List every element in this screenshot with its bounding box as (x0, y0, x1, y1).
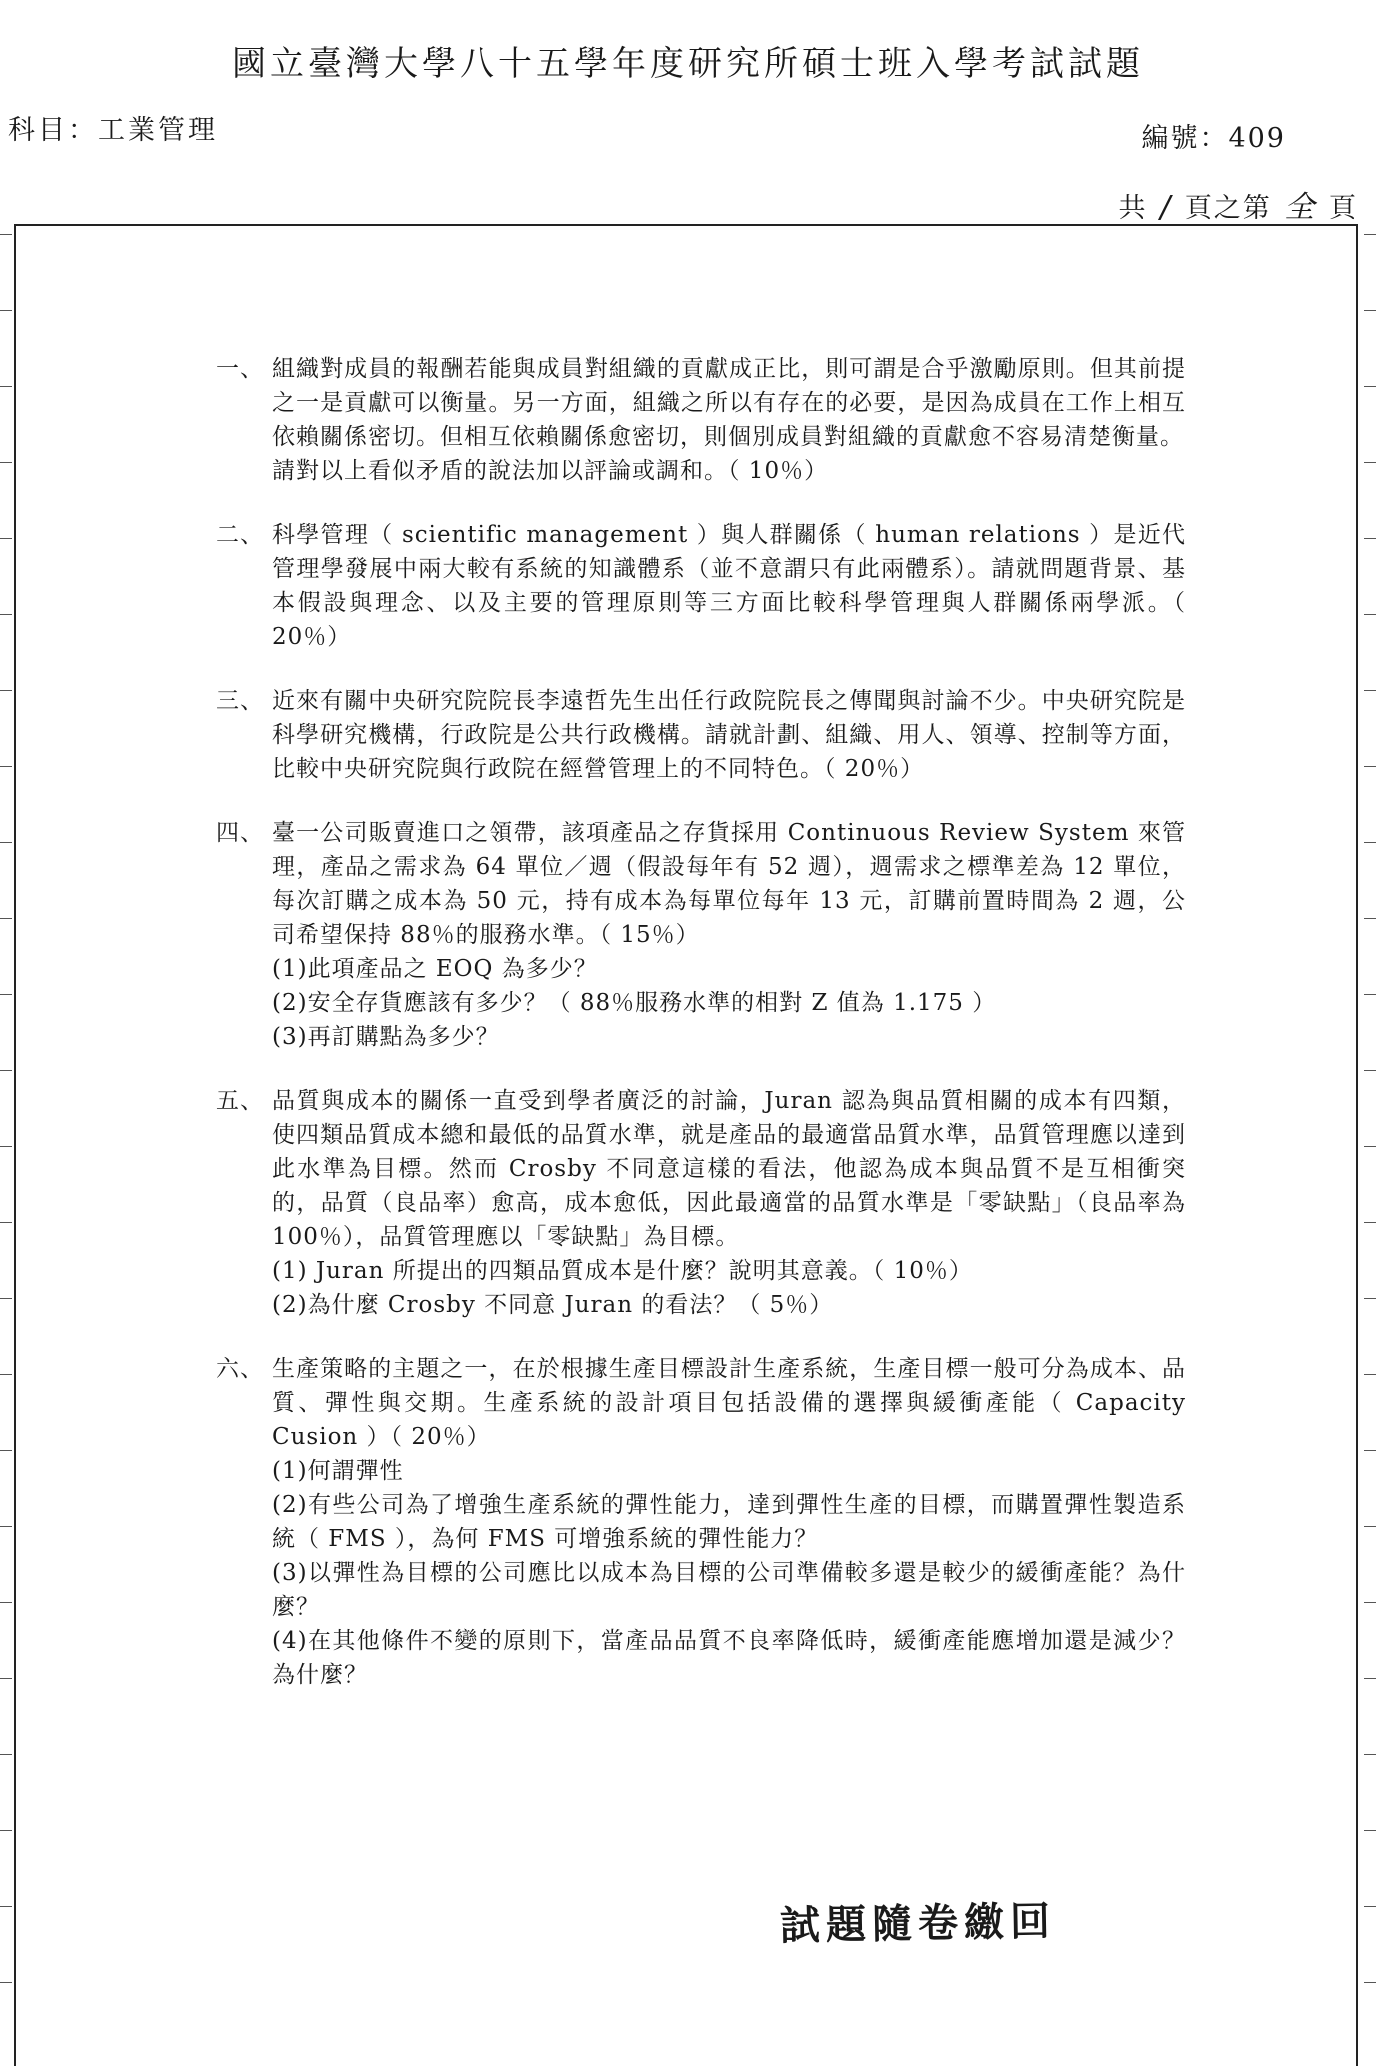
margin-tick (1364, 1754, 1376, 1755)
margin-tick (0, 1526, 12, 1527)
margin-tick (0, 1298, 12, 1299)
sub-question: (2)為什麼 Crosby 不同意 Juran 的看法？（ 5％） (272, 1292, 834, 1318)
question-text: 組織對成員的報酬若能與成員對組織的貢獻成正比，則可謂是合乎激勵原則。但其前提之一是貢獻可以衡量。另一方面，組織之所以有存在的必要，是因為成員在工作上相互依賴關係密切。但相互依賴關係愈密切，則個別成員對組織的貢獻愈不容易清楚衡量。 (272, 356, 1186, 450)
question-item (216, 352, 1186, 488)
question-number: 六、 (216, 1356, 264, 1382)
margin-tick (0, 1830, 12, 1831)
margin-tick (1364, 1602, 1376, 1603)
question-text: 近來有關中央研究院院長李遠哲先生出任行政院院長之傳聞與討論不少。中央研究院是科學研究機構，行政院是公共行政機構。請就計劃、組織、用人、領導、控制等方面，比較中央研究院與行政院在經營管理上的不同特色。（ 20％） (272, 688, 1186, 782)
margin-tick (0, 1754, 12, 1755)
margin-tick (0, 1602, 12, 1603)
margin-tick (1364, 234, 1376, 235)
left-margin-ticks (0, 224, 6, 2046)
margin-tick (1364, 614, 1376, 615)
question-item (216, 1084, 1186, 1322)
margin-tick (1364, 994, 1376, 995)
margin-tick (1364, 842, 1376, 843)
margin-tick (0, 842, 12, 843)
margin-tick (0, 1450, 12, 1451)
question-text: 請對以上看似矛盾的說法加以評論或調和。（ 10％） (272, 458, 829, 484)
pages-prefix: 共 (1118, 193, 1148, 224)
margin-tick (1364, 462, 1376, 463)
margin-tick (0, 1374, 12, 1375)
margin-tick (0, 1222, 12, 1223)
question-item (216, 518, 1186, 654)
margin-tick (1364, 1222, 1376, 1223)
return-stamp: 試題隨卷繳回 (779, 1897, 1057, 1950)
question-number: 二、 (216, 522, 264, 548)
question-text: 科學管理（ scientific management ）與人群關係（ human relations ）是近代管理學發展中兩大較有系統的知識體系（並不意謂只有此兩體系）。請就問題背景、基本假設與理念、以及主要的管理原則等三方面比較科學管理與人群關係兩學派。（ 20％） (272, 522, 1186, 650)
exam-code: 編號：409 (1141, 123, 1286, 154)
margin-tick (1364, 538, 1376, 539)
sub-question: (1)此項產品之 EOQ 為多少？ (272, 956, 598, 982)
margin-tick (1364, 766, 1376, 767)
margin-tick (0, 994, 12, 995)
pages-mid: 頁之第 (1184, 193, 1272, 224)
question-item (216, 816, 1186, 1054)
question-list (216, 352, 1186, 1722)
margin-tick (0, 690, 12, 691)
right-margin-ticks (1370, 224, 1376, 2046)
margin-tick (1364, 1450, 1376, 1451)
margin-tick (1364, 386, 1376, 387)
margin-tick (0, 918, 12, 919)
margin-tick (0, 766, 12, 767)
margin-tick (1364, 1982, 1376, 1983)
question-text: 臺一公司販賣進口之領帶，該項產品之存貨採用 Continuous Review System 來管理，產品之需求為 64 單位／週（假設每年有 52 週），週需求之標準差為 12 單位，每次訂購之成本為 50 元，持有成本為每單位每年 13 元，訂購前置時間為 2 週，公司希望保持 88％的服務水準。（ 15％） (272, 820, 1186, 948)
margin-tick (0, 1146, 12, 1147)
margin-tick (1364, 1678, 1376, 1679)
sub-question: (2)有些公司為了增強生產系統的彈性能力，達到彈性生產的目標，而購置彈性製造系統（ FMS ），為何 FMS 可增強系統的彈性能力？ (272, 1492, 1186, 1552)
subject-label: 科目：工業管理 (8, 115, 218, 146)
question-number: 一、 (216, 356, 264, 382)
margin-tick (1364, 1298, 1376, 1299)
question-text: 品質與成本的關係一直受到學者廣泛的討論，Juran 認為與品質相關的成本有四類，使四類品質成本總和最低的品質水準，就是產品的最適當品質水準，品質管理應以達到此水準為目標。然而 Crosby 不同意這樣的看法，他認為成本與品質不是互相衝突的，品質（良品率）愈高，成本愈低，因此最適當的品質水準是「零缺點」（良品率為 100％），品質管理應以「零缺點」為目標。 (272, 1088, 1186, 1250)
margin-tick (1364, 918, 1376, 919)
page-count (1119, 182, 1358, 226)
pages-total: / (1160, 190, 1173, 225)
sub-question: (3)再訂購點為多少？ (272, 1024, 500, 1050)
margin-tick (0, 538, 12, 539)
exam-title: 國立臺灣大學八十五學年度研究所碩士班入學考試試題 (232, 44, 1144, 84)
margin-tick (1364, 1906, 1376, 1907)
sub-question: (4)在其他條件不變的原則下，當產品品質不良率降低時，緩衝產能應增加還是減少？為什麼？ (272, 1628, 1186, 1688)
margin-tick (1364, 1374, 1376, 1375)
margin-tick (1364, 1526, 1376, 1527)
sub-question: (1)何謂彈性 (272, 1458, 404, 1484)
margin-tick (1364, 1070, 1376, 1071)
sub-question: (3)以彈性為目標的公司應比以成本為目標的公司準備較多還是較少的緩衝產能？為什麼？ (272, 1560, 1186, 1620)
margin-tick (0, 1982, 12, 1983)
margin-tick (1364, 1830, 1376, 1831)
question-item (216, 1352, 1186, 1692)
pages-current: 全 (1284, 190, 1317, 225)
margin-tick (0, 614, 12, 615)
margin-tick (0, 1906, 12, 1907)
question-number: 四、 (216, 820, 264, 846)
margin-tick (1364, 1146, 1376, 1147)
question-item (216, 684, 1186, 786)
margin-tick (1364, 690, 1376, 691)
margin-tick (0, 462, 12, 463)
question-text: 生產策略的主題之一，在於根據生產目標設計生產系統，生產目標一般可分為成本、品質、彈性與交期。生產系統的設計項目包括設備的選擇與緩衝產能（ Capacity Cusion ）（ 20％） (272, 1356, 1186, 1450)
margin-tick (0, 1070, 12, 1071)
question-number: 三、 (216, 688, 264, 714)
margin-tick (1364, 310, 1376, 311)
margin-tick (0, 386, 12, 387)
question-number: 五、 (216, 1088, 264, 1114)
margin-tick (0, 310, 12, 311)
margin-tick (0, 1678, 12, 1679)
sub-question: (2)安全存貨應該有多少？（ 88％服務水準的相對 Z 值為 1.175 ） (272, 990, 997, 1016)
pages-suffix: 頁 (1329, 193, 1358, 224)
margin-tick (0, 234, 12, 235)
sub-question: (1) Juran 所提出的四類品質成本是什麼？說明其意義。（ 10％） (272, 1258, 973, 1284)
